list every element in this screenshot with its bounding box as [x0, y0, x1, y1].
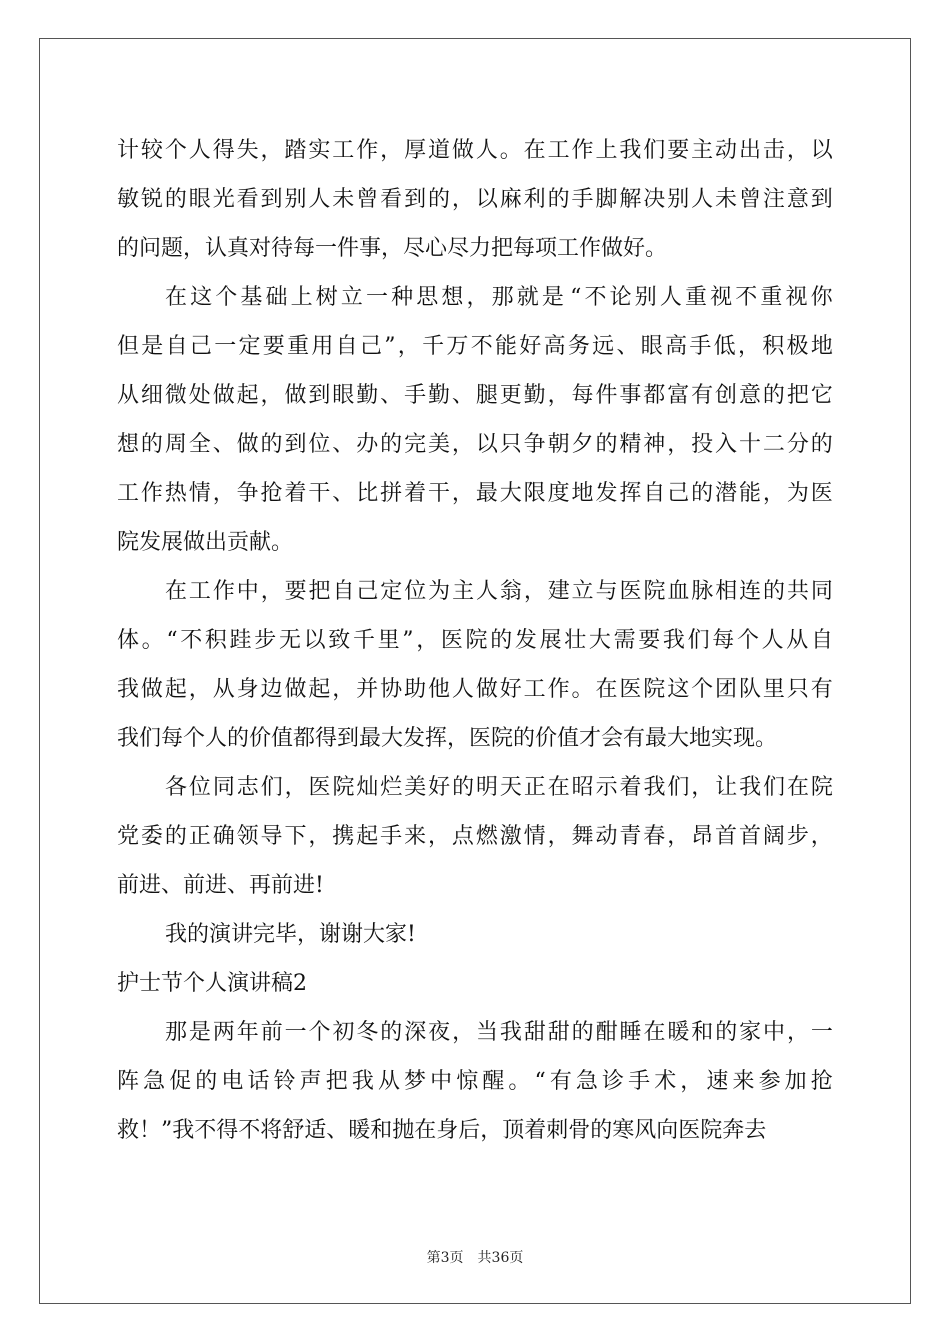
- text-line: 阵 急 促 的 电 话 铃 声 把 我 从 梦 中 惊 醒 。 “ 有 急 诊 手 术 ， 速 来 参 加 抢: [117, 1069, 833, 1094]
- text-line: 计 较 个 人 得 失 ， 踏 实 工 作 ， 厚 道 做 人 。 在 工 作 上 我 们 要 主 动 出 击 ， 以: [117, 138, 833, 163]
- text-line: 在 工 作 中 ， 要 把 自 己 定 位 为 主 人 翁 ， 建 立 与 医 院 血 脉 相 连 的 共 同: [165, 579, 833, 604]
- text-line: 的问题，认真对待每一件事，尽心尽力把每项工作做好。: [117, 236, 668, 261]
- text-line: 党 委 的 正 确 领 导 下 ， 携 起 手 来 ， 点 燃 激 情 ， 舞 动 青 春 ， 昂 首 首 阔 步 ，: [117, 824, 833, 849]
- text-line: 在 这 个 基 础 上 树 立 一 种 思 想 ， 那 就 是 “ 不 论 别 人 重 视 不 重 视 你: [165, 285, 833, 310]
- page-footer: [0, 1247, 950, 1267]
- text-line: 我的演讲完毕，谢谢大家!: [165, 922, 416, 947]
- section-heading: 护士节个人演讲稿2: [117, 971, 307, 996]
- text-line: 各 位 同 志 们 ， 医 院 灿 烂 美 好 的 明 天 正 在 昭 示 着 我 们 ， 让 我 们 在 院: [165, 775, 833, 800]
- page-total: 共36页: [477, 1250, 524, 1266]
- text-line: 前进、前进、再前进!: [117, 873, 324, 898]
- text-line: 救！”我不得不将舒适、暖和抛在身后，顶着刺骨的寒风向医院奔去: [117, 1118, 767, 1143]
- text-line: 但 是 自 己 一 定 要 重 用 自 己 ” ， 千 万 不 能 好 高 务 远 、 眼 高 手 低 ， 积 极 地: [117, 334, 833, 359]
- text-line: 敏 锐 的 眼 光 看 到 别 人 未 曾 看 到 的 ， 以 麻 利 的 手 脚 解 决 别 人 未 曾 注 意 到: [117, 187, 833, 212]
- text-line: 从 细 微 处 做 起 ， 做 到 眼 勤 、 手 勤 、 腿 更 勤 ， 每 件 事 都 富 有 创 意 的 把 它: [117, 383, 833, 408]
- text-line: 我们每个人的价值都得到最大发挥，医院的价值才会有最大地实现。: [117, 726, 778, 751]
- document-body: [117, 126, 833, 1155]
- text-line: 工 作 热 情 ， 争 抢 着 干 、 比 拼 着 干 ， 最 大 限 度 地 发 挥 自 己 的 潜 能 ， 为 医: [117, 481, 833, 506]
- text-line: 想 的 周 全 、 做 的 到 位 、 办 的 完 美 ， 以 只 争 朝 夕 的 精 神 ， 投 入 十 二 分 的: [117, 432, 833, 457]
- text-line: 那 是 两 年 前 一 个 初 冬 的 深 夜 ， 当 我 甜 甜 的 酣 睡 在 暖 和 的 家 中 ， 一: [165, 1020, 833, 1045]
- text-line: 院发展做出贡献。: [117, 530, 294, 555]
- text-line: 体 。 “ 不 积 跬 步 无 以 致 千 里 ” ， 医 院 的 发 展 壮 大 需 要 我 们 每 个 人 从 自: [117, 628, 833, 653]
- page-number: 第3页: [426, 1250, 464, 1266]
- text-line: 我 做 起 ， 从 身 边 做 起 ， 并 协 助 他 人 做 好 工 作 。 在 医 院 这 个 团 队 里 只 有: [117, 677, 833, 702]
